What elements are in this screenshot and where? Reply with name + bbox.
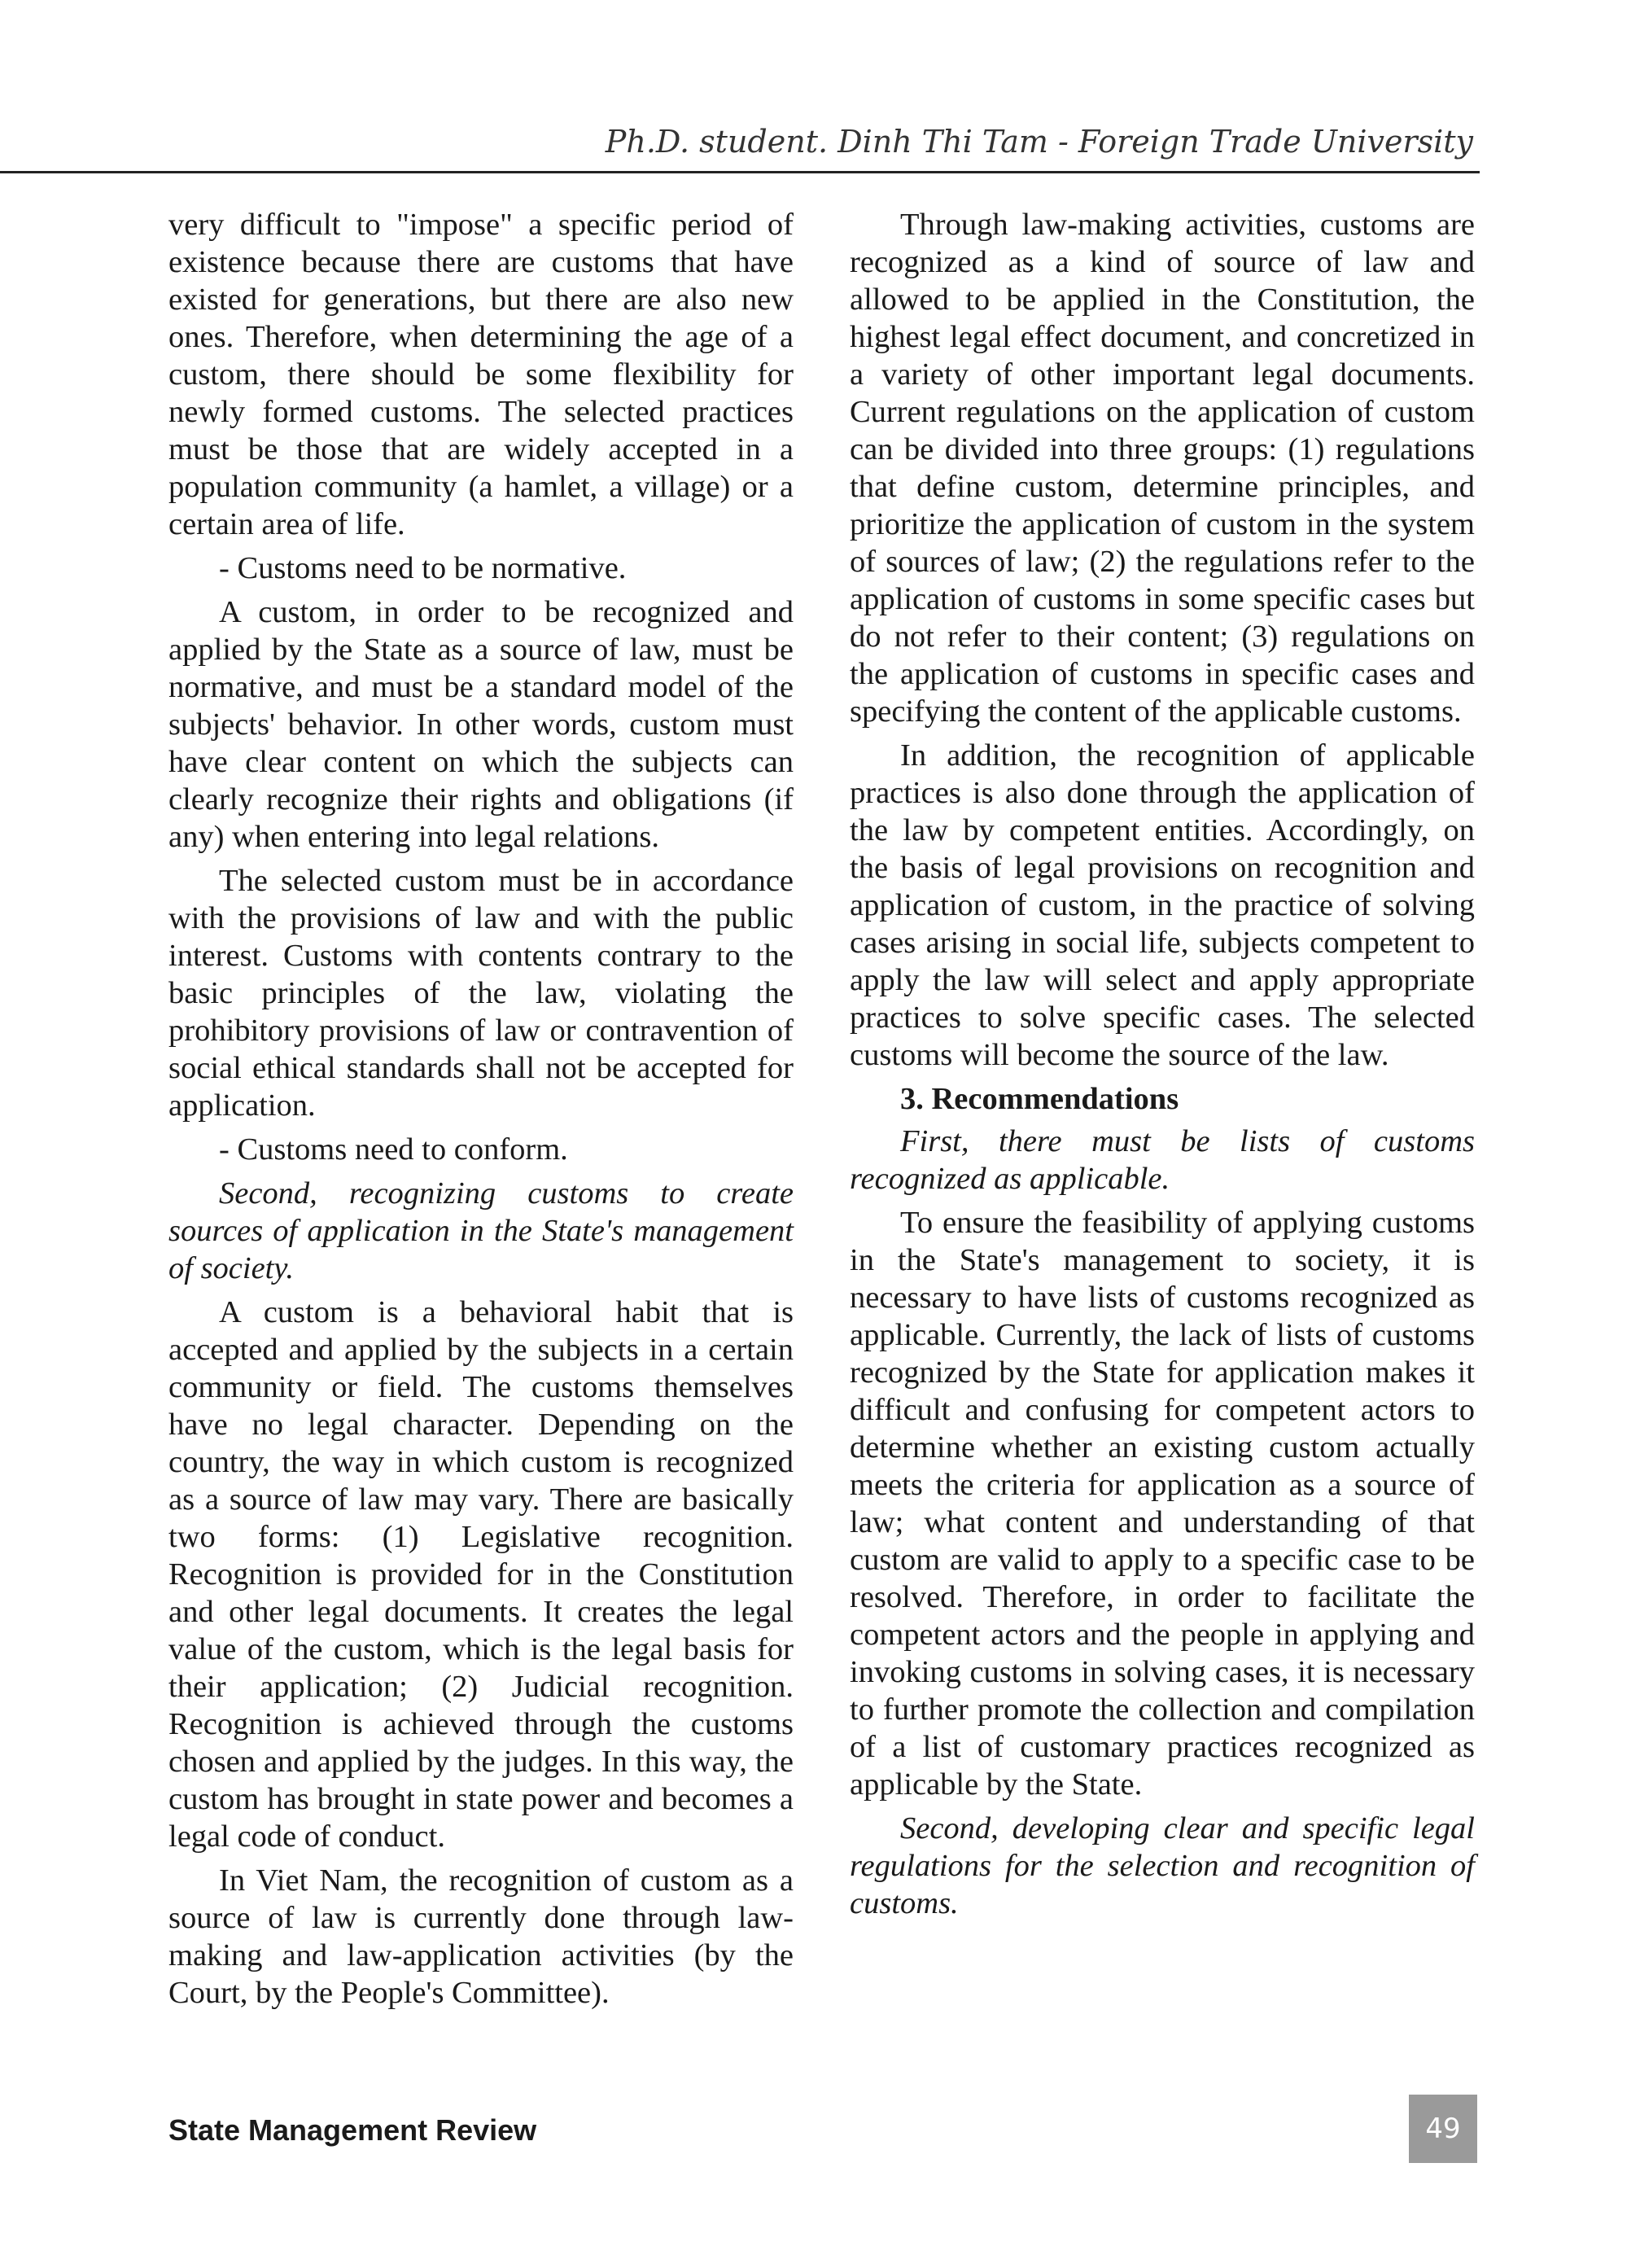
left-paragraph-4: The selected custom must be in accordance with the provisions of law and with the public interest. Customs with contents contrary to the basic principles of the law, violating the prohibitory provisions of law or contravention of social ethical standards shall not be accepted for application. [168,864,794,1123]
right-paragraph-5: Second, developing clear and specific legal regulations for the selection and recognition of customs. [850,1811,1475,1920]
section-heading: 3. Recommendations [900,1082,1179,1116]
left-paragraph-5: - Customs need to conform. [219,1132,568,1167]
left-paragraph-3: A custom, in order to be recognized and applied by the State as a source of law, must be normative, and must be a standard model of the subjects' behavior. In other words, custom must have clear content on which the subjects can clearly recognize their rights and obligations (if any) when entering into legal relations. [168,595,794,854]
left-paragraph-6: Second, recognizing customs to create sources of application in the State's management of society. [168,1176,794,1285]
right-paragraph-2: In addition, the recognition of applicable practices is also done through the application of the law by competent entities. Accordingly, on the basis of legal provisions on recognition and application of custom, in the practice of solving cases arising in social life, subjects competent to apply the law will select and apply appropriate practices to solve specific cases. The selected customs will become the source of the law. [850,738,1475,1072]
left-paragraph-8: In Viet Nam, the recognition of custom as a source of law is currently done through law-making and law-application activities (by the Court, by the People's Committee). [168,1863,794,2010]
running-header: Ph.D. student. Dinh Thi Tam - Foreign Trade University [605,124,1473,160]
right-paragraph-1: Through law-making activities, customs are recognized as a kind of source of law and allowed to be applied in the Constitution, the highest legal effect document, and concretized in a variety of other important legal documents. Current regulations on the application of custom can be divided into three groups: (1) regulations that define custom, determine principles, and prioritize the application of custom in the system of sources of law; (2) the regulations refer to the application of customs in some specific cases but do not refer to their content; (3) regulations on the application of customs in specific cases and specifying the content of the applicable customs. [850,208,1475,729]
left-column [168,206,794,2018]
right-paragraph-4: To ensure the feasibility of applying customs in the State's management to society, it is necessary to have lists of customs recognized as applicable. Currently, the lack of lists of customs recognized by the State for application makes it difficult and confusing for competent actors to determine whether an existing custom actually meets the criteria for application as a source of law; what content and understanding of that custom are valid to apply to a specific case to be resolved. Therefore, in order to facilitate the competent actors and the people in applying and invoking customs in solving cases, it is necessary to further promote the collection and compilation of a list of customary practices recognized as applicable by the State. [850,1206,1475,1802]
footer-journal-name: State Management Review [168,2113,537,2147]
left-paragraph-7: A custom is a behavioral habit that is accepted and applied by the subjects in a certain community or field. The customs themselves have no legal character. Depending on the country, the way in which custom is recognized as a source of law may vary. There are basically two forms: (1) Legislative recognition. Recognition is provided for in the Constitution and other legal documents. It creates the legal value of the custom, which is the legal basis for their application; (2) Judicial recognition. Recognition is achieved through the customs chosen and applied by the judges. In this way, the custom has brought in state power and becomes a legal code of conduct. [168,1295,794,1854]
page-number: 49 [1409,2095,1477,2163]
right-paragraph-3: First, there must be lists of customs recognized as applicable. [850,1124,1475,1196]
left-paragraph-2: - Customs need to be normative. [219,551,627,585]
left-paragraph-1: very difficult to "impose" a specific period of existence because there are customs that have existed for generations, but there are also new ones. Therefore, when determining the age of a custom, there should be some flexibility for newly formed customs. The selected practices must be those that are widely accepted in a population community (a hamlet, a village) or a certain area of life. [168,208,794,541]
header-rule [0,171,1480,173]
right-column [850,206,1475,1929]
